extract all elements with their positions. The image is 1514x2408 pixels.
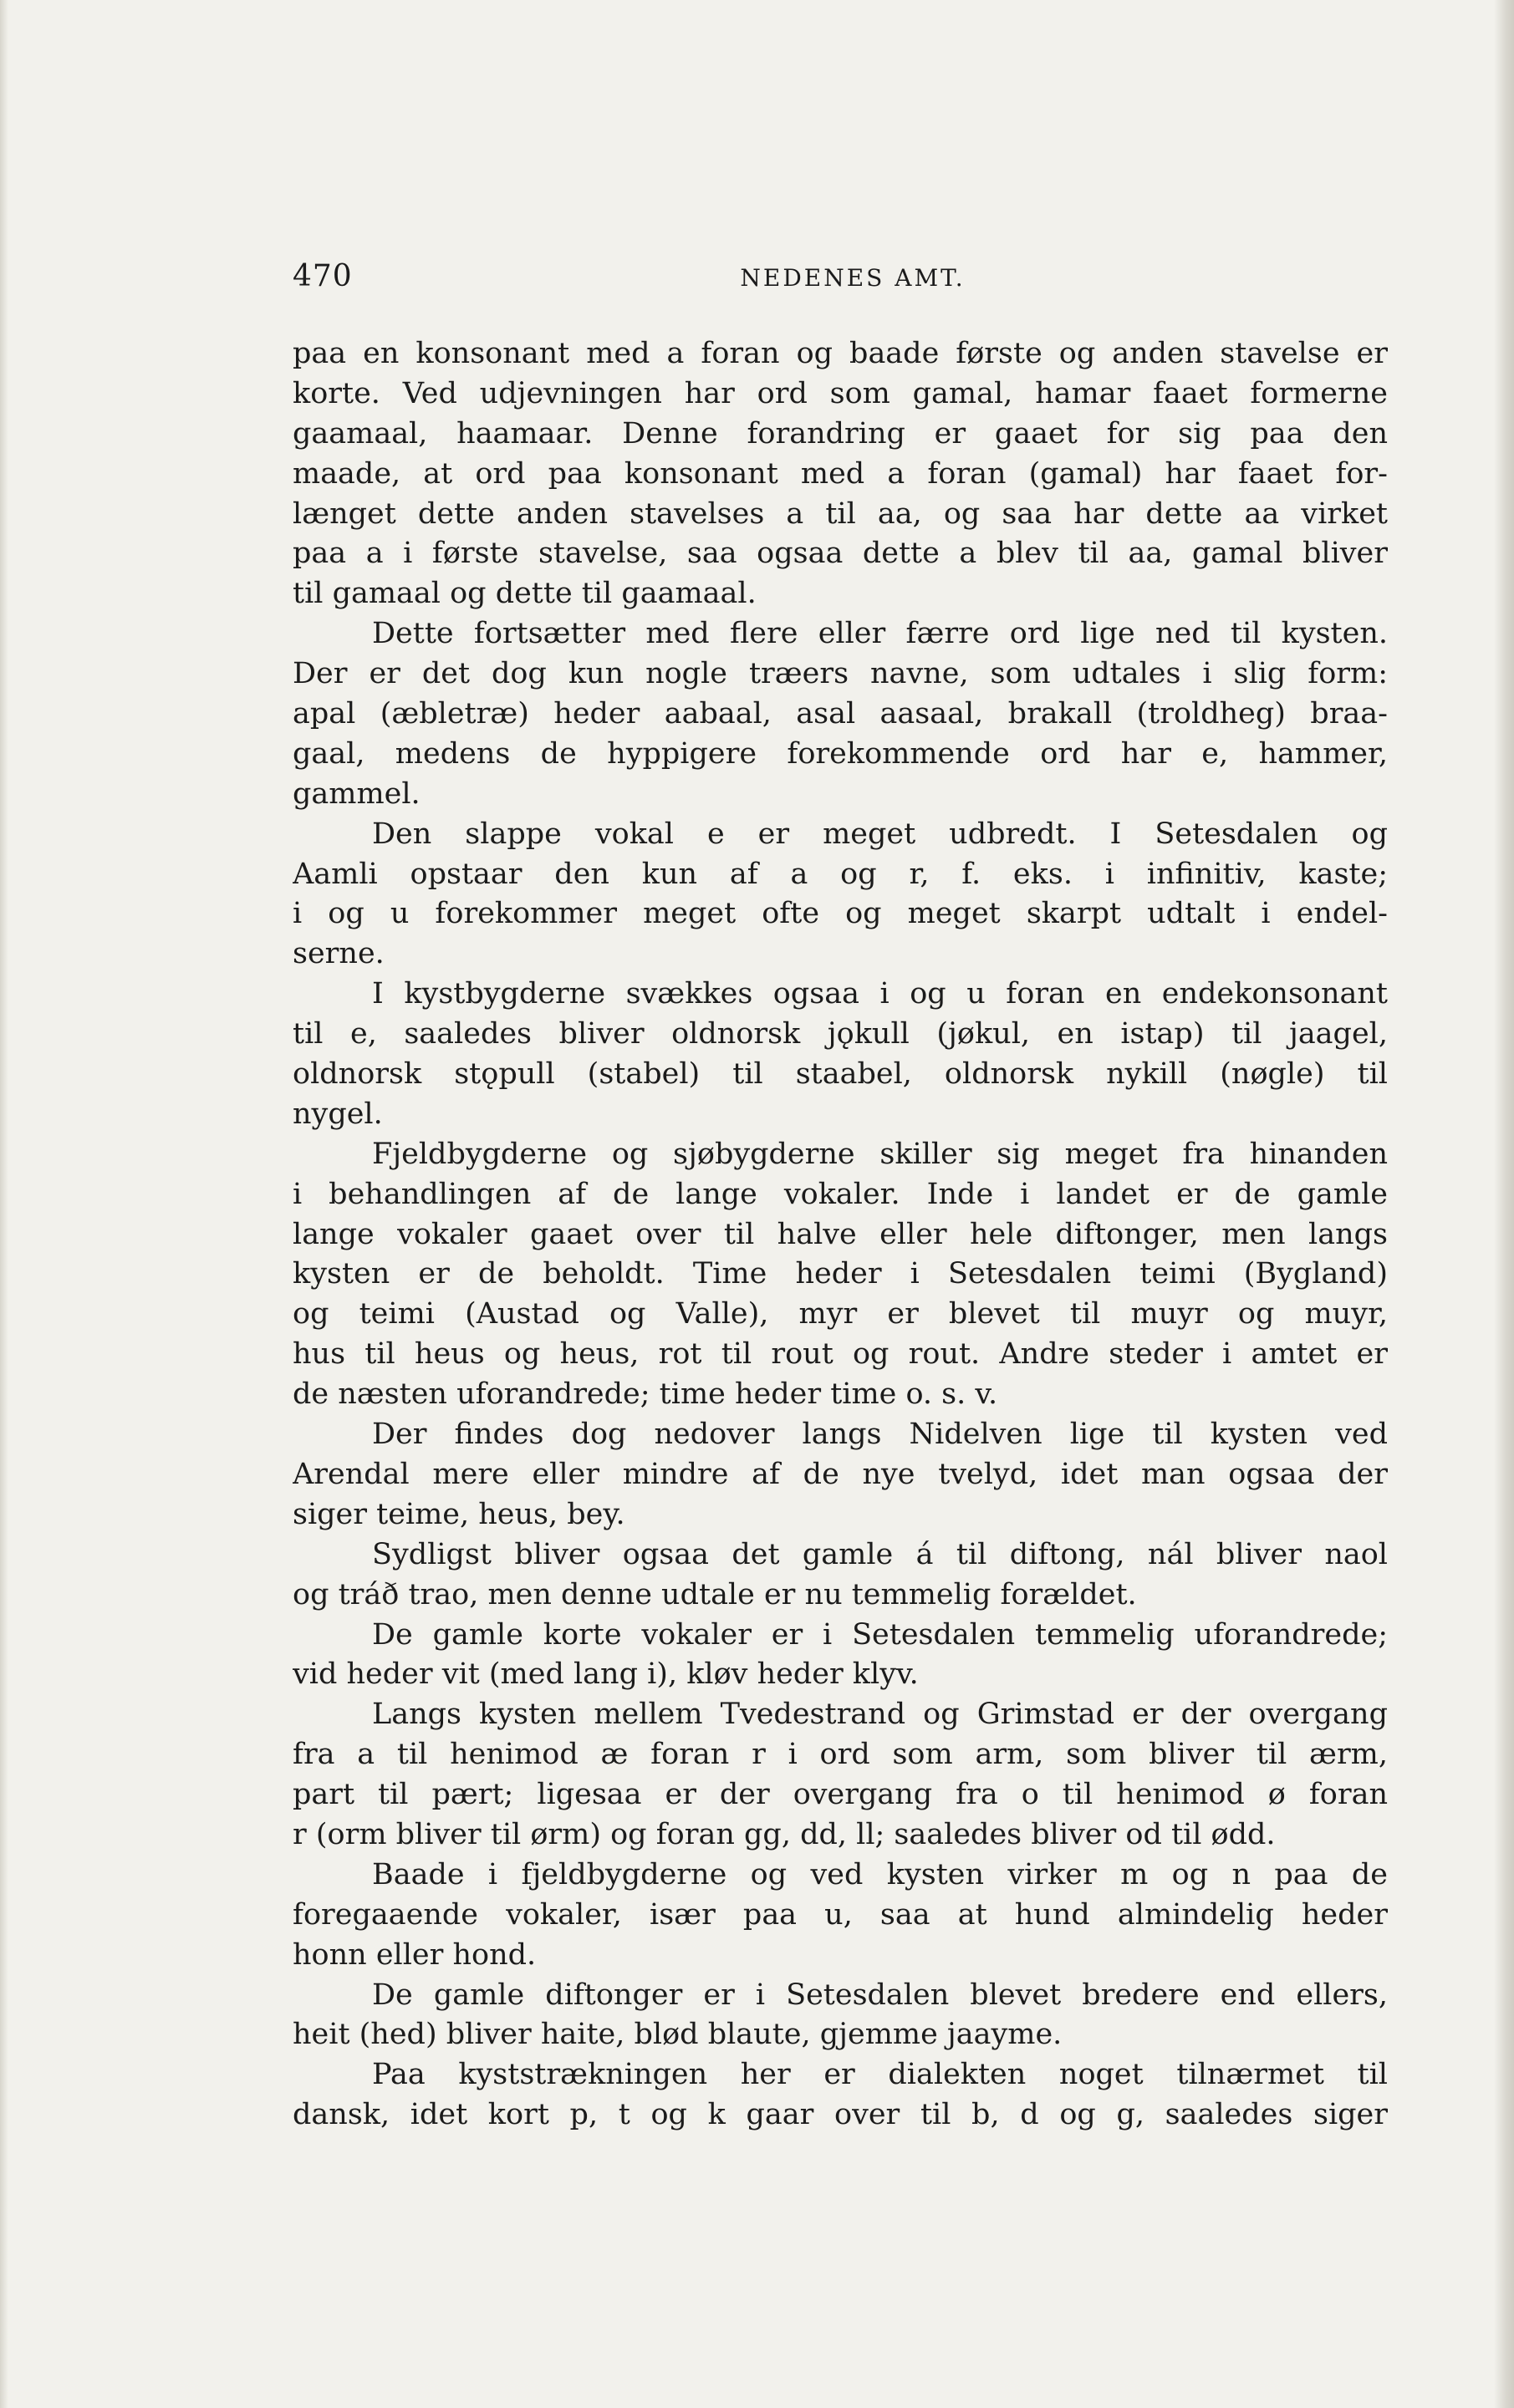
text-line: til gamaal og dette til gaamaal. — [293, 577, 757, 611]
text-line: gaal, medens de hyppigere forekommende ord har e, hammer, — [293, 736, 1388, 771]
text-line: de næsten uforandrede; time heder time o. s. v. — [293, 1377, 998, 1412]
text-line: hus til heus og heus, rot til rout og rout. Andre steder i amtet er — [293, 1337, 1388, 1372]
text-line: part til pært; ligesaa er der overgang fra o til henimod ø foran — [293, 1778, 1388, 1812]
text-line: og teimi (Austad og Valle), myr er blevet til muyr og muyr, — [293, 1297, 1388, 1331]
text-line: Der er det dog kun nogle træers navne, som udtales i slig form: — [293, 657, 1388, 691]
page-header — [293, 259, 1388, 301]
text-line: til e, saaledes bliver oldnorsk jǫkull (jøkul, en istap) til jaagel, — [293, 1017, 1388, 1051]
text-line: Langs kysten mellem Tvedestrand og Grimstad er der overgang — [372, 1698, 1388, 1732]
text-line: korte. Ved udjevningen har ord som gamal, hamar faaet formerne — [293, 376, 1388, 410]
text-line: apal (æbletræ) heder aabaal, asal aasaal, brakall (troldheg) braa- — [293, 697, 1388, 731]
text-line: Baade i fjeldbygderne og ved kysten virker m og n paa de — [372, 1857, 1388, 1891]
text-line: siger teime, heus, bey. — [293, 1497, 625, 1531]
text-line: Dette fortsætter med flere eller færre ord lige ned til kysten. — [372, 617, 1388, 651]
text-line: kysten er de beholdt. Time heder i Setesdalen teimi (Bygland) — [293, 1257, 1388, 1291]
text-line: oldnorsk stǫpull (stabel) til staabel, oldnorsk nykill (nøgle) til — [293, 1057, 1388, 1092]
page-edge-right — [1494, 0, 1514, 2408]
body-text — [293, 334, 1388, 2136]
text-line: vid heder vit (med lang i), kløv heder klyv. — [293, 1657, 919, 1692]
text-line: Arendal mere eller mindre af de nye tvelyd, idet man ogsaa der — [293, 1457, 1388, 1491]
text-line: De gamle diftonger er i Setesdalen blevet bredere end ellers, — [372, 1978, 1388, 2012]
text-line: Sydligst bliver ogsaa det gamle á til diftong, nál bliver naol — [372, 1537, 1388, 1571]
text-line: honn eller hond. — [293, 1937, 537, 1972]
text-line: Aamli opstaar den kun af a og r, f. eks. i infinitiv, kaste; — [293, 857, 1388, 891]
text-line: heit (hed) bliver haite, blød blaute, gjemme jaayme. — [293, 2018, 1063, 2052]
text-line: De gamle korte vokaler er i Setesdalen temmelig uforandrede; — [372, 1617, 1388, 1652]
text-line: Paa kyststrækningen her er dialekten noget tilnærmet til — [372, 2058, 1388, 2092]
text-line: Fjeldbygderne og sjøbygderne skiller sig meget fra hinanden — [372, 1137, 1388, 1171]
text-line: Der findes dog nedover langs Nidelven lige til kysten ved — [372, 1418, 1388, 1452]
text-line: paa a i første stavelse, saa ogsaa dette a blev til aa, gamal bliver — [293, 537, 1388, 571]
page-number: 470 — [293, 259, 353, 293]
text-line: og tráð trao, men denne udtale er nu temmelig forældet. — [293, 1577, 1137, 1611]
running-head: NEDENES AMT. — [740, 264, 966, 292]
text-line: i og u forekommer meget ofte og meget skarpt udtalt i endel- — [293, 897, 1388, 931]
page-edge-left — [0, 0, 8, 2408]
text-line: fra a til henimod æ foran r i ord som arm, som bliver til ærm, — [293, 1738, 1388, 1772]
text-line: maade, at ord paa konsonant med a foran (gamal) har faaet for- — [293, 456, 1388, 491]
text-line: I kystbygderne svækkes ogsaa i og u foran en endekonsonant — [372, 977, 1388, 1011]
text-line: paa en konsonant med a foran og baade første og anden stavelse er — [293, 337, 1388, 370]
text-line: nygel. — [293, 1097, 383, 1131]
text-line: serne. — [293, 937, 385, 971]
text-line: gammel. — [293, 776, 421, 811]
text-line: foregaaende vokaler, især paa u, saa at hund almindelig heder — [293, 1897, 1388, 1932]
text-line: i behandlingen af de lange vokaler. Inde i landet er de gamle — [293, 1177, 1388, 1211]
text-line: Den slappe vokal e er meget udbredt. I Setesdalen og — [372, 817, 1388, 851]
text-line: lange vokaler gaaet over til halve eller hele diftonger, men langs — [293, 1217, 1388, 1251]
text-line: gaamaal, haamaar. Denne forandring er gaaet for sig paa den — [293, 416, 1388, 451]
text-line: dansk, idet kort p, t og k gaar over til b, d og g, saaledes siger — [293, 2098, 1388, 2132]
text-line: r (orm bliver til ørm) og foran gg, dd, ll; saaledes bliver od til ødd. — [293, 1817, 1276, 1851]
text-line: længet dette anden stavelses a til aa, og saa har dette aa virket — [293, 496, 1388, 531]
